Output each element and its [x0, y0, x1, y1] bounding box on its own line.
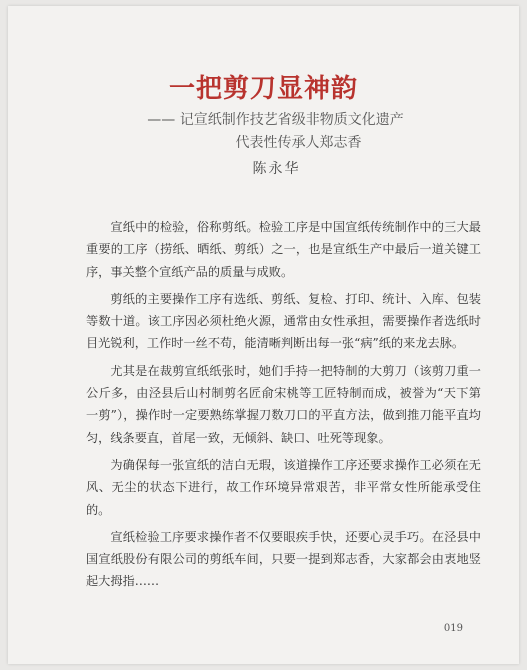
body-paragraph: 尤其是在裁剪宣纸纸张时，她们手持一把特制的大剪刀（该剪刀重一公斤多，由泾县后山村制剪名匠俞宋桃等工匠特制而成，被誉为“天下第一剪”），操作时一定要熟练掌握刀数刀口的平直方法，做到推刀能平直均匀，线条要直，首尾一致，无倾斜、缺口、吐死等现象。	[86, 363, 481, 445]
body-paragraph: 剪纸的主要操作工序有选纸、剪纸、复检、打印、统计、入库、包装等数十道。该工序因必须杜绝火源，通常由女性承担，需要操作者选纸时目光锐利，工作时一丝不苟，能清晰判断出每一张“病”纸的来龙去脉。	[86, 291, 481, 351]
body-paragraph: 宣纸检验工序要求操作者不仅要眼疾手快，还要心灵手巧。在泾县中国宣纸股份有限公司的剪纸车间，只要一提到郑志香，大家都会由衷地竖起大拇指……	[86, 529, 481, 589]
document-page	[8, 6, 519, 664]
article-subtitle-line-2: 代表性传承人郑志香	[235, 135, 362, 151]
article-subtitle-line-1: —— 记宣纸制作技艺省级非物质文化遗产	[147, 112, 404, 128]
body-paragraph: 宣纸中的检验，俗称剪纸。检验工序是中国宣纸传统制作中的三大最重要的工序（捞纸、晒纸、剪纸）之一，也是宣纸生产中最后一道关键工序，事关整个宣纸产品的质量与成败。	[86, 220, 481, 279]
article-body	[86, 216, 481, 598]
article-author: 陈永华	[252, 161, 301, 177]
article-title: 一把剪刀显神韵	[168, 74, 358, 104]
body-paragraph: 为确保每一张宣纸的洁白无瑕，该道操作工序还要求操作工必须在无风、无尘的状态下进行，故工作环境异常艰苦，非平常女性所能承受住的。	[86, 457, 481, 517]
page-number: 019	[443, 623, 463, 634]
